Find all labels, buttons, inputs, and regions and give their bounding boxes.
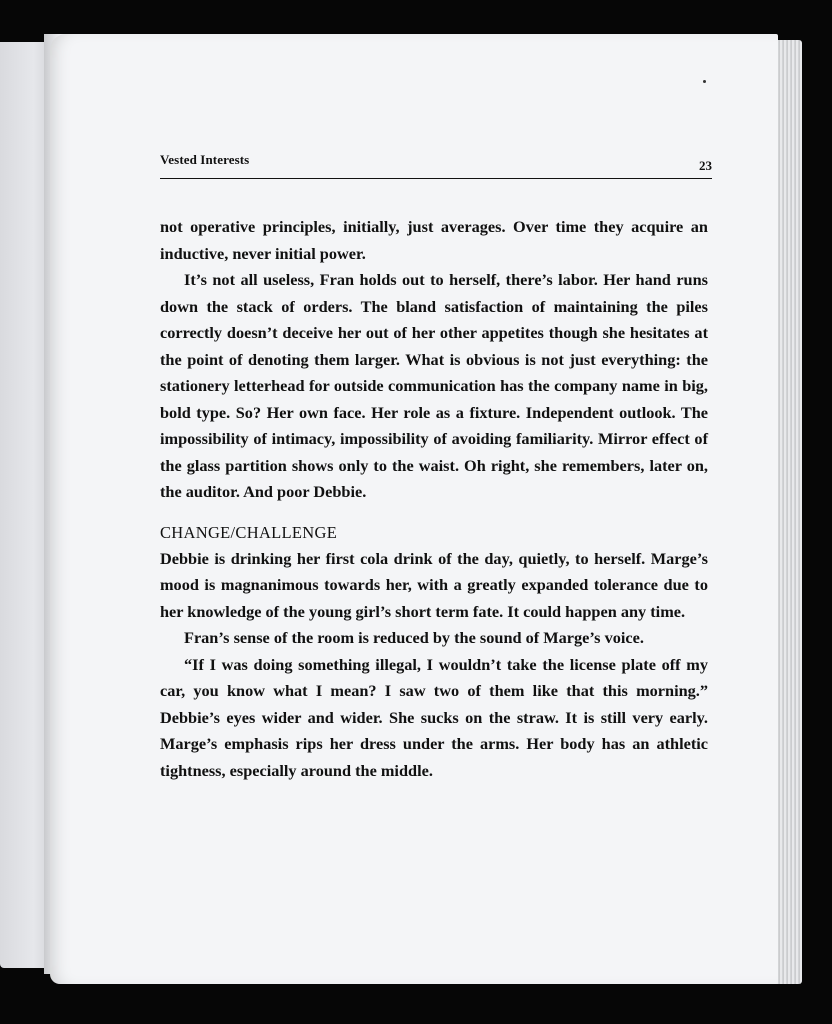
paragraph: “If I was doing something illegal, I wouldn’t take the license plate off my car, you know what I mean? I saw two of them like that this morning.” Debbie’s eyes wider and wider. She sucks on the straw. It is still very early. Marge’s emphasis rips her dress under the arms. Her body has an athletic tightness, especially around the middle. <box>160 654 708 780</box>
paragraph: Debbie is drinking her first cola drink of the day, quietly, to herself. Marge’s mood is magnanimous towards her, with a greatly expanded tolerance due to her knowledge of the young girl’s short term fate. It could happen any time. <box>160 548 708 621</box>
body-text <box>160 214 708 784</box>
page-stack-edges <box>776 40 802 984</box>
paragraph: It’s not all useless, Fran holds out to herself, there’s labor. Her hand runs down the stack of orders. The bland satisfaction of maintaining the piles correctly doesn’t deceive her out of her other appetites though she hesitates at the point of denoting them larger. What is obvious is not just everything: the stationery letterhead for outside communication has the company name in big, bold type. So? Her own face. Her role as a fixture. Independent outlook. The impossibility of intimacy, impossibility of avoiding familiarity. Mirror effect of the glass partition shows only to the waist. Oh right, she remembers, later on, the auditor. And poor Debbie. <box>160 270 708 501</box>
page-header <box>160 150 712 179</box>
dust-speck <box>703 80 706 83</box>
paragraph: Fran’s sense of the room is reduced by the sound of Marge’s voice. <box>184 628 644 647</box>
section-heading: CHANGE/CHALLENGE <box>160 522 338 542</box>
running-head: Vested Interests <box>160 152 250 167</box>
paragraph: not operative principles, initially, just averages. Over time they acquire an inductive, never initial power. <box>160 217 708 263</box>
page-number: 23 <box>699 158 712 173</box>
